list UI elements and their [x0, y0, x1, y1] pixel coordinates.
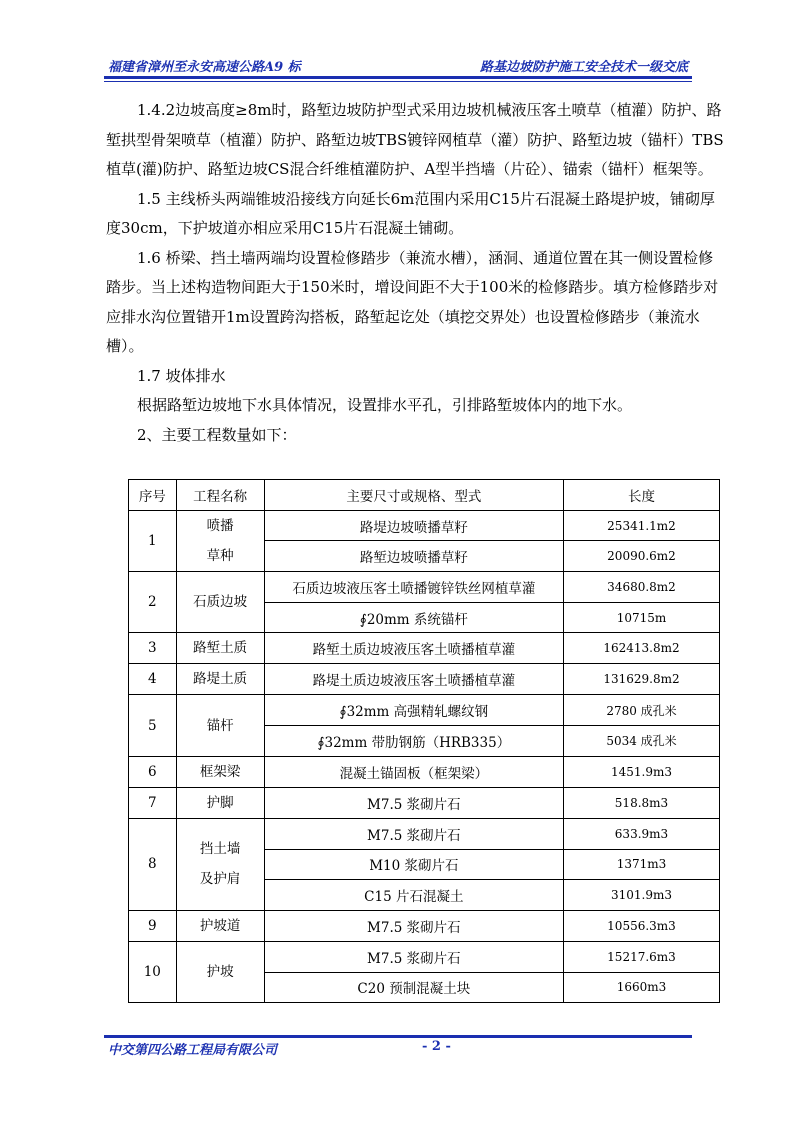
paragraph-1-4-2: 1.4.2边坡高度≥8m时，路堑边坡防护型式采用边坡机械液压客土喷草（植灌）防护、路堑拱型骨架喷草（植灌）防护、路堑边坡TBS镀锌网植草（灌）防护、路堑边坡（锚杆）TBS植草(灌)防护、路堑边坡CS混合纤维植灌防护、A型半挡墙（片砼）、锚索（锚杆）框架等。 [106, 101, 724, 178]
cell-name-line: 路堤土质 [193, 671, 248, 688]
cell-no: 6 [129, 756, 177, 787]
table-row [129, 633, 720, 664]
cell-no: 8 [129, 818, 177, 910]
cell-name-line: 护坡道 [199, 917, 241, 934]
cell-spec: C20 预制混凝土块 [264, 972, 563, 1003]
document-body [106, 96, 726, 450]
cell-spec: 路堑边坡喷播草籽 [264, 541, 563, 572]
cell-length: 34680.8m2 [563, 572, 719, 603]
cell-name-line: 路堑土质 [193, 640, 248, 657]
cell-spec: M7.5 浆砌片石 [264, 910, 563, 941]
paragraph-1-6: 1.6 桥梁、挡土墙两端均设置检修踏步（兼流水槽），涵洞、通道位置在其一侧设置检修踏步。当上述构造物间距大于150米时，增设间距不大于100米的检修踏步。填方检修踏步对应排水沟位置错开1m设置跨沟搭板，路堑起讫处（填挖交界处）也设置检修踏步（兼流水槽）。 [106, 248, 719, 355]
paragraph-drainage: 根据路堑边坡地下水具体情况，设置排水平孔，引排路堑坡体内的地下水。 [137, 396, 633, 414]
cell-length: 3101.9m3 [563, 880, 719, 911]
cell-name-line: 护脚 [206, 794, 234, 811]
cell-length: 10556.3m3 [563, 910, 719, 941]
cell-no: 1 [129, 510, 177, 571]
cell-spec: M7.5 浆砌片石 [264, 941, 563, 972]
cell-name [176, 695, 264, 756]
table-body [129, 510, 720, 1003]
quantities-table [128, 479, 720, 1003]
cell-name-line: 草种 [206, 547, 234, 564]
cell-no: 4 [129, 664, 177, 695]
cell-name-line: 喷播 [206, 517, 234, 534]
cell-no: 10 [129, 941, 177, 1002]
cell-name [176, 756, 264, 787]
header-rule-thin [104, 81, 692, 82]
paragraph-quantities-heading: 2、主要工程数量如下： [137, 425, 297, 444]
page-number: - 2 - [422, 1039, 451, 1054]
page-footer [104, 1039, 704, 1059]
cell-name [176, 787, 264, 818]
cell-spec: C15 片石混凝土 [264, 880, 563, 911]
cell-length: 2780 成孔米 [563, 695, 719, 726]
cell-name-line: 护坡 [206, 964, 234, 981]
cell-length: 5034 成孔米 [563, 726, 719, 757]
table-row [129, 818, 720, 849]
header-rule-thick [104, 76, 692, 79]
cell-length: 633.9m3 [563, 818, 719, 849]
cell-no: 5 [129, 695, 177, 756]
cell-spec: ∮32mm 高强精轧螺纹钢 [264, 695, 563, 726]
cell-spec: M10 浆砌片石 [264, 849, 563, 880]
header-cell-no: 序号 [129, 480, 177, 511]
cell-spec: 路堤边坡喷播草籽 [264, 510, 563, 541]
cell-name [176, 818, 264, 910]
table-row [129, 695, 720, 726]
table-row [129, 787, 720, 818]
cell-length: 1660m3 [563, 972, 719, 1003]
paragraph-1-7-heading: 1.7 坡体排水 [137, 366, 226, 385]
table-header-row [129, 480, 720, 511]
footer-company: 中交第四公路工程局有限公司 [108, 1043, 278, 1058]
cell-no: 3 [129, 633, 177, 664]
header-cell-spec: 主要尺寸或规格、型式 [264, 480, 563, 511]
cell-length: 15217.6m3 [563, 941, 719, 972]
footer-rule-thick [104, 1035, 692, 1038]
cell-name [176, 572, 264, 633]
cell-name [176, 510, 264, 571]
cell-name [176, 941, 264, 1002]
page-header [104, 56, 692, 76]
cell-length: 518.8m3 [563, 787, 719, 818]
table-row [129, 572, 720, 603]
cell-name [176, 910, 264, 941]
table-row [129, 756, 720, 787]
table-row [129, 664, 720, 695]
cell-spec: ∮32mm 带肋钢筋（HRB335） [264, 726, 563, 757]
cell-name-line: 锚杆 [206, 717, 234, 734]
cell-length: 10715m [563, 602, 719, 633]
cell-no: 2 [129, 572, 177, 633]
cell-spec: 混凝土锚固板（框架梁） [264, 756, 563, 787]
cell-name [176, 633, 264, 664]
cell-length: 1451.9m3 [563, 756, 719, 787]
cell-length: 131629.8m2 [563, 664, 719, 695]
cell-length: 20090.6m2 [563, 541, 719, 572]
cell-no: 9 [129, 910, 177, 941]
table-row [129, 941, 720, 972]
header-document-title: 路基边坡防护施工安全技术一级交底 [479, 60, 688, 75]
cell-name-line: 挡土墙 [199, 841, 241, 858]
cell-no: 7 [129, 787, 177, 818]
header-project-title: 福建省漳州至永安高速公路A9 标 [108, 60, 301, 75]
cell-spec: 路堑土质边坡液压客土喷播植草灌 [264, 633, 563, 664]
cell-spec: M7.5 浆砌片石 [264, 818, 563, 849]
cell-name-line: 石质边坡 [193, 594, 248, 611]
cell-name-line: 框架梁 [199, 763, 241, 780]
cell-length: 162413.8m2 [563, 633, 719, 664]
cell-spec: 石质边坡液压客土喷播镀锌铁丝网植草灌 [264, 572, 563, 603]
paragraph-1-5: 1.5 主线桥头两端锥坡沿接线方向延长6m范围内采用C15片石混凝土路堤护坡，铺砌厚度30cm，下护坡道亦相应采用C15片石混凝土铺砌。 [106, 189, 715, 237]
cell-length: 1371m3 [563, 849, 719, 880]
cell-spec: M7.5 浆砌片石 [264, 787, 563, 818]
cell-length: 25341.1m2 [563, 510, 719, 541]
header-cell-length: 长度 [563, 480, 719, 511]
cell-spec: 路堤土质边坡液压客土喷播植草灌 [264, 664, 563, 695]
table-row [129, 510, 720, 541]
table-row [129, 910, 720, 941]
header-cell-name: 工程名称 [176, 480, 264, 511]
cell-spec: ∮20mm 系统锚杆 [264, 602, 563, 633]
cell-name [176, 664, 264, 695]
cell-name-line: 及护肩 [199, 871, 241, 888]
